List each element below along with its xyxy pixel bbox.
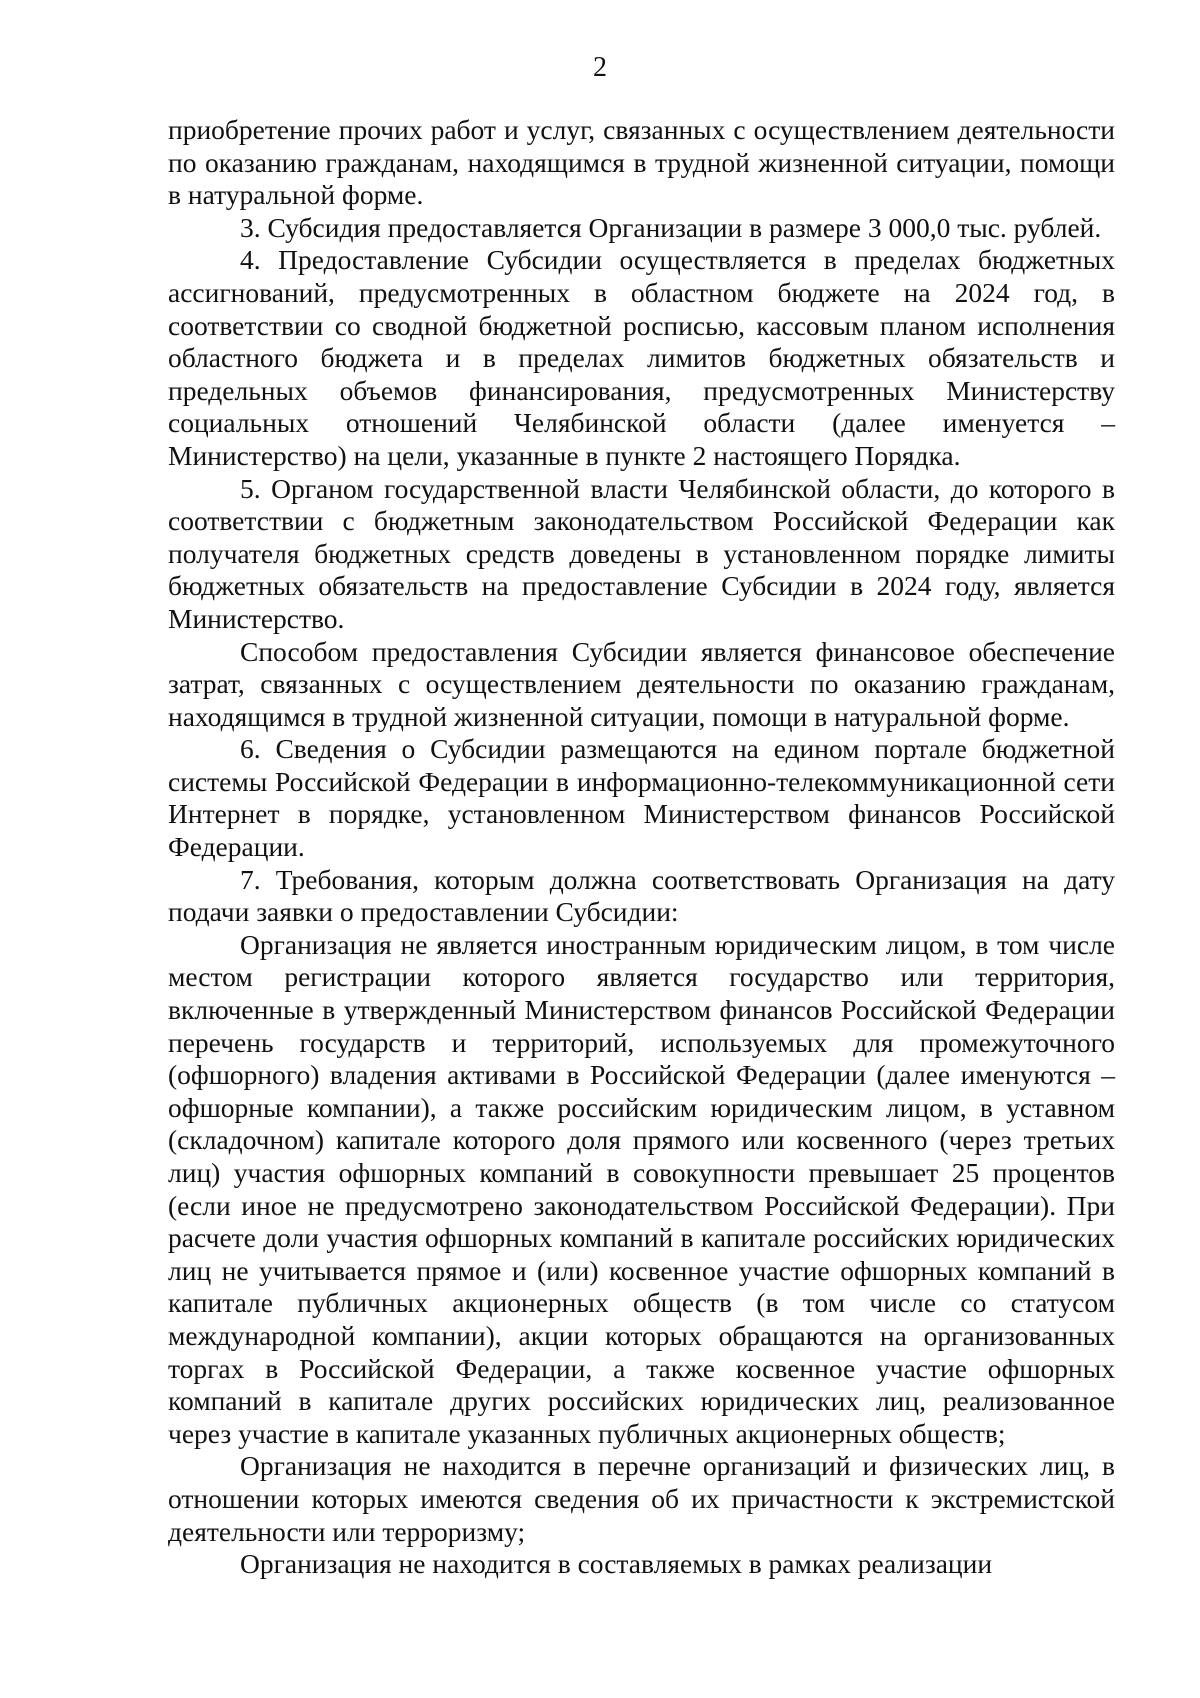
paragraph-continuation: приобретение прочих работ и услуг, связанных с осуществлением деятельности по оказанию гражданам, находящимся в трудной жизненной ситуации, помощи в натуральной форме. (168, 114, 1115, 211)
document-body (168, 114, 1115, 1581)
paragraph-requirement-extremism: Организация не находится в перечне организаций и физических лиц, в отношении которых имеются сведения об их причастности к экстремистской деятельности или терроризму; (168, 1450, 1115, 1547)
paragraph-requirement-lists: Организация не находится в составляемых в рамках реализации (240, 1548, 993, 1580)
paragraph-item-3: 3. Субсидия предоставляется Организации в размере 3 000,0 тыс. рублей. (240, 211, 1102, 243)
paragraph-item-7: 7. Требования, которым должна соответствовать Организация на дату подачи заявки о предоставлении Субсидии: (168, 863, 1115, 928)
paragraph-item-5: 5. Органом государственной власти Челябинской области, до которого в соответствии с бюджетным законодательством Российской Федерации как получателя бюджетных средств доведены в установленном порядке лимиты бюджетных обязательств на предоставление Субсидии в 2024 году, является Министерство. (168, 472, 1115, 634)
page-number: 2 (593, 52, 607, 83)
paragraph-item-6: 6. Сведения о Субсидии размещаются на едином портале бюджетной системы Российской Федерации в информационно-телекоммуникационной сети Интернет в порядке, установленном Министерством финансов Российской Федерации. (168, 733, 1115, 863)
paragraph-subsidy-method: Способом предоставления Субсидии является финансовое обеспечение затрат, связанных с осуществлением деятельности по оказанию гражданам, находящимся в трудной жизненной ситуации, помощи в натуральной форме. (168, 635, 1115, 732)
paragraph-requirement-offshore: Организация не является иностранным юридическим лицом, в том числе местом регистрации которого является государство или территория, включенные в утвержденный Министерством финансов Российской Федерации перечень государств и территорий, используемых для промежуточного (офшорного) владения активами в Российской Федерации (далее именуются – офшорные компании), а также российским юридическим лицом, в уставном (складочном) капитале которого доля прямого или косвенного (через третьих лиц) участия офшорных компаний в совокупности превышает 25 процентов (если иное не предусмотрено законодательством Российской Федерации). При расчете доли участия офшорных компаний в капитале российских юридических лиц не учитывается прямое и (или) косвенное участие офшорных компаний в капитале публичных акционерных обществ (в том числе со статусом международной компании), акции которых обращаются на организованных торгах в Российской Федерации, а также косвенное участие офшорных компаний в капитале других российских юридических лиц, реализованное через участие в капитале указанных публичных акционерных обществ; (168, 928, 1115, 1449)
paragraph-item-4: 4. Предоставление Субсидии осуществляется в пределах бюджетных ассигнований, предусмотренных в областном бюджете на 2024 год, в соответствии со сводной бюджетной росписью, кассовым планом исполнения областного бюджета и в пределах лимитов бюджетных обязательств и предельных объемов финансирования, предусмотренных Министерству социальных отношений Челябинской области (далее именуется – Министерство) на цели, указанные в пункте 2 настоящего Порядка. (168, 244, 1115, 471)
